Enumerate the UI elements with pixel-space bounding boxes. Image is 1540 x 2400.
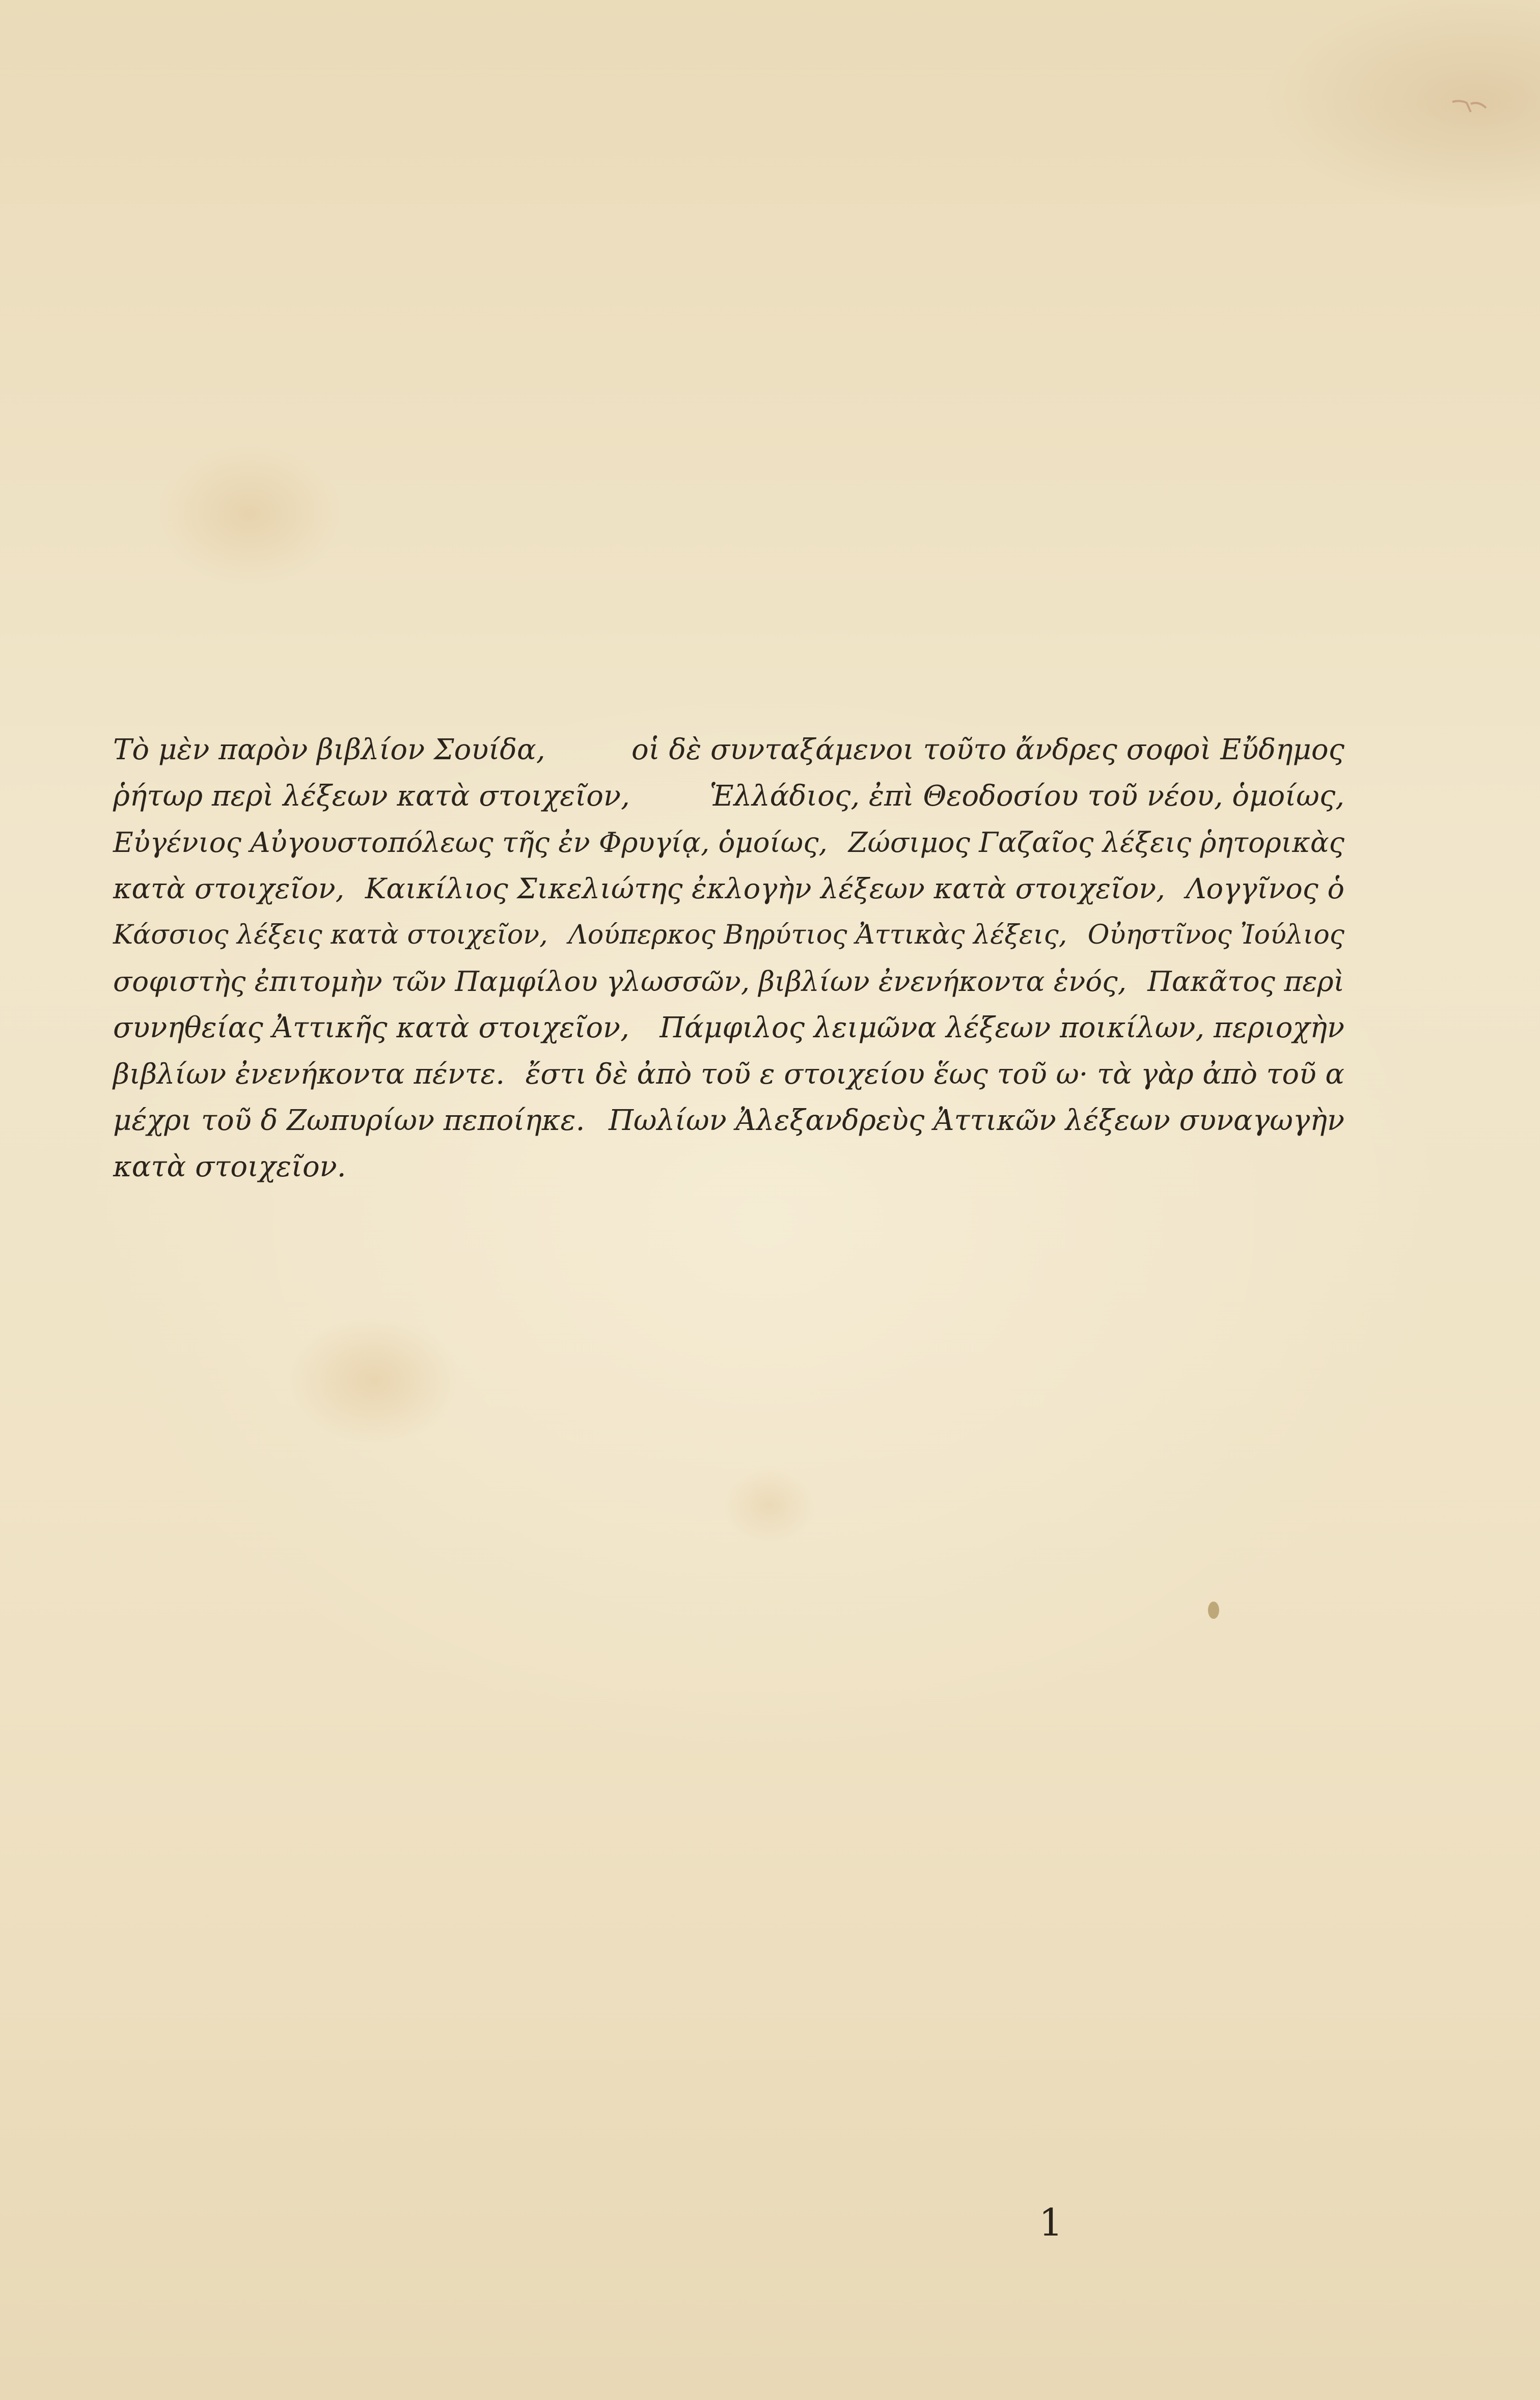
text-segment: Λούπερκος Βηρύτιος Ἀττικὰς λέξεις, [568,920,1067,950]
text-line [113,912,1344,958]
text-line [113,1097,1344,1144]
text-segment: Πάμφιλος λειμῶνα λέξεων ποικίλων, περιοχὴν [659,1011,1344,1044]
text-segment: συνηθείας Ἀττικῆς κατὰ στοιχεῖον, [113,1011,629,1044]
text-segment: βιβλίων ἐνενήκοντα πέντε. [113,1058,505,1091]
text-line [113,1051,1344,1097]
main-text-paragraph [113,727,1344,1190]
ink-spot [1208,1602,1219,1619]
text-segment: Ζώσιμος Γαζαῖος λέξεις ῥητορικὰς [848,826,1344,859]
corner-pencil-mark [1450,97,1491,117]
text-segment: Ἑλλάδιος, ἐπὶ Θεοδοσίου τοῦ νέου, ὁμοίως, [709,780,1344,813]
text-segment: Τὸ μὲν παρὸν βιβλίον Σουίδα, [113,733,545,766]
text-segment: σοφιστὴς ἐπιτομὴν τῶν Παμφίλου γλωσσῶν, βιβλίων ἐνενήκοντα ἑνός, [113,965,1127,998]
text-segment: οἱ δὲ συνταξάμενοι τοῦτο ἄνδρες σοφοὶ Εὔδημος [631,733,1344,766]
text-segment: μέχρι τοῦ δ Ζωπυρίων πεποίηκε. [113,1104,585,1137]
text-line [113,819,1344,866]
text-line [113,1144,1344,1190]
text-segment: Πωλίων Ἀλεξανδρεὺς Ἀττικῶν λέξεων συναγωγὴν [609,1104,1344,1137]
text-segment: Οὐηστῖνος Ἰούλιος [1087,920,1344,950]
text-segment: Κάσσιος λέξεις κατὰ στοιχεῖον, [113,920,548,950]
text-line [113,866,1344,912]
text-line [113,958,1344,1005]
text-segment: ἔστι δὲ ἀπὸ τοῦ ε στοιχείου ἕως τοῦ ω· τὰ γὰρ ἀπὸ τοῦ α [525,1058,1344,1091]
text-segment: Λογγῖνος ὁ [1186,872,1344,905]
text-segment: Πακᾶτος περὶ [1147,965,1344,998]
text-segment: κατὰ στοιχεῖον. [113,1150,346,1183]
text-line [113,773,1344,819]
text-segment: Εὐγένιος Αὐγουστοπόλεως τῆς ἐν Φρυγίᾳ, ὁμοίως, [113,826,828,859]
text-segment: ῥήτωρ περὶ λέξεων κατὰ στοιχεῖον, [113,780,630,813]
page-number: 1 [1039,2201,1063,2245]
text-segment: κατὰ στοιχεῖον, [113,872,345,905]
text-line [113,1005,1344,1051]
text-segment: Καικίλιος Σικελιώτης ἐκλογὴν λέξεων κατὰ στοιχεῖον, [365,872,1165,905]
text-line [113,727,1344,773]
